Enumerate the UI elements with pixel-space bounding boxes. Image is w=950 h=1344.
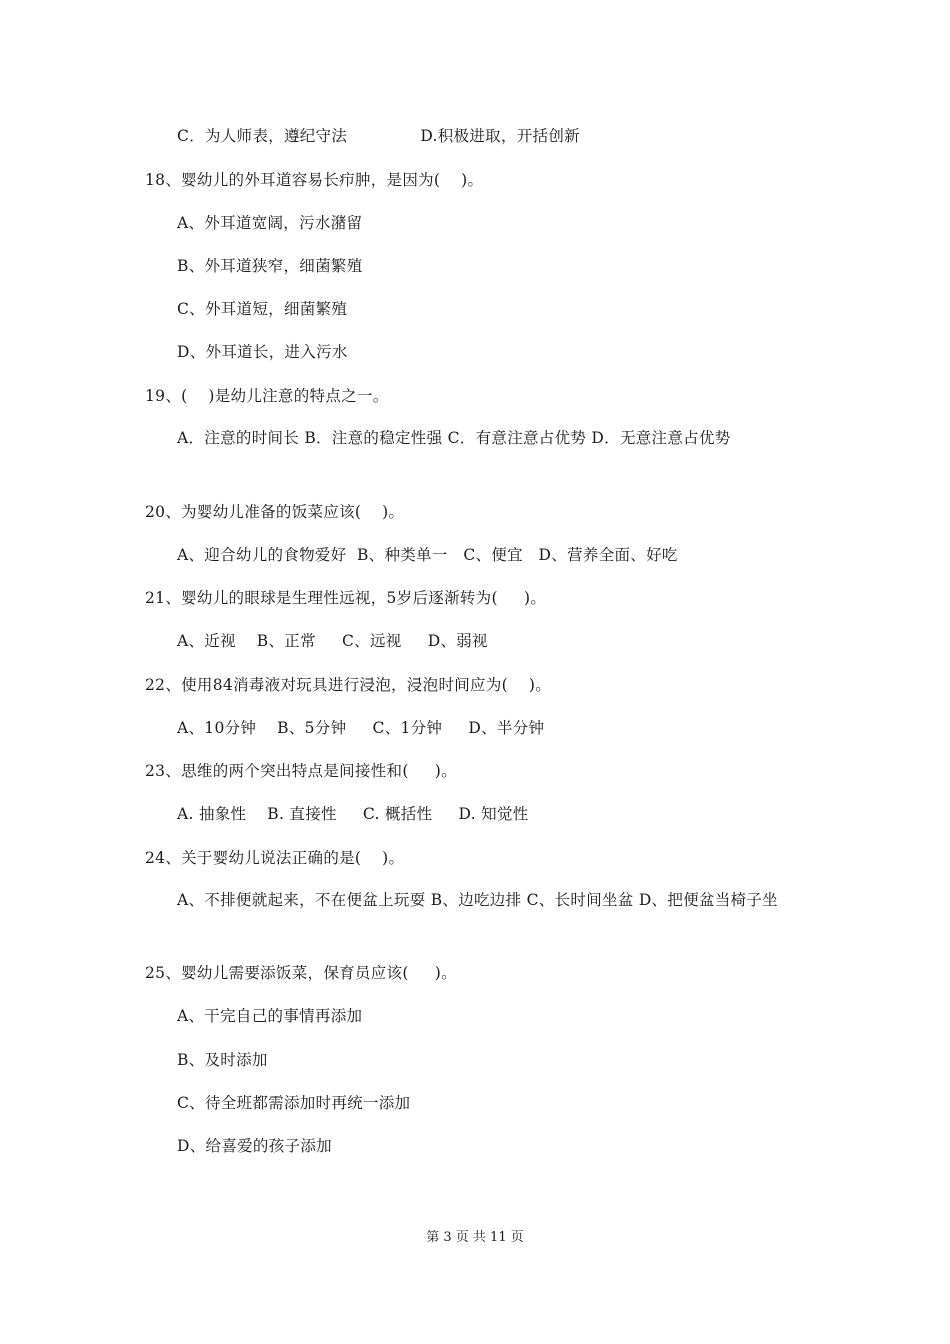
q24-question: 24、关于婴幼儿说法正确的是( )。	[145, 849, 405, 867]
q21-question: 21、婴幼儿的眼球是生理性远视，5岁后逐渐转为( )。	[145, 589, 547, 607]
q18-option-c: C、外耳道短，细菌繁殖	[177, 300, 348, 318]
q23-question: 23、思维的两个突出特点是间接性和( )。	[145, 762, 457, 780]
q20-options: A、迎合幼儿的食物爱好 B、种类单一 C、便宜 D、营养全面、好吃	[177, 546, 678, 564]
page-footer: 第 3 页 共 11 页	[426, 1230, 524, 1245]
q20-question: 20、为婴幼儿准备的饭菜应该( )。	[145, 503, 405, 521]
q19-question: 19、( )是幼儿注意的特点之一。	[145, 387, 389, 405]
q22-options: A、10分钟 B、5分钟 C、1分钟 D、半分钟	[177, 719, 545, 737]
q22-question: 22、使用84消毒液对玩具进行浸泡，浸泡时间应为( )。	[145, 676, 552, 694]
q23-options: A. 抽象性 B. 直接性 C. 概括性 D. 知觉性	[177, 805, 529, 823]
q18-option-d: D、外耳道长，进入污水	[177, 343, 348, 361]
q25-option-d: D、给喜爱的孩子添加	[177, 1137, 332, 1155]
q18-option-a: A、外耳道宽阔，污水潴留	[177, 214, 363, 232]
q18-question: 18、婴幼儿的外耳道容易长疖肿，是因为( )。	[145, 171, 484, 189]
q18-option-b: B、外耳道狭窄，细菌繁殖	[177, 257, 363, 275]
q25-option-b: B、及时添加	[177, 1051, 268, 1069]
q19-options: A．注意的时间长 B．注意的稳定性强 C．有意注意占优势 D．无意注意占优势	[177, 429, 731, 447]
q17-options-c-d: C．为人师表，遵纪守法 D.积极进取，开括创新	[177, 127, 580, 145]
q24-options: A、不排便就起来，不在便盆上玩耍 B、边吃边排 C、长时间坐盆 D、把便盆当椅子坐	[177, 891, 778, 909]
q25-question: 25、婴幼儿需要添饭菜，保育员应该( )。	[145, 964, 457, 982]
q21-options: A、近视 B、正常 C、远视 D、弱视	[177, 632, 488, 650]
q25-option-a: A、干完自己的事情再添加	[177, 1007, 363, 1025]
q25-option-c: C、待全班都需添加时再统一添加	[177, 1094, 411, 1112]
